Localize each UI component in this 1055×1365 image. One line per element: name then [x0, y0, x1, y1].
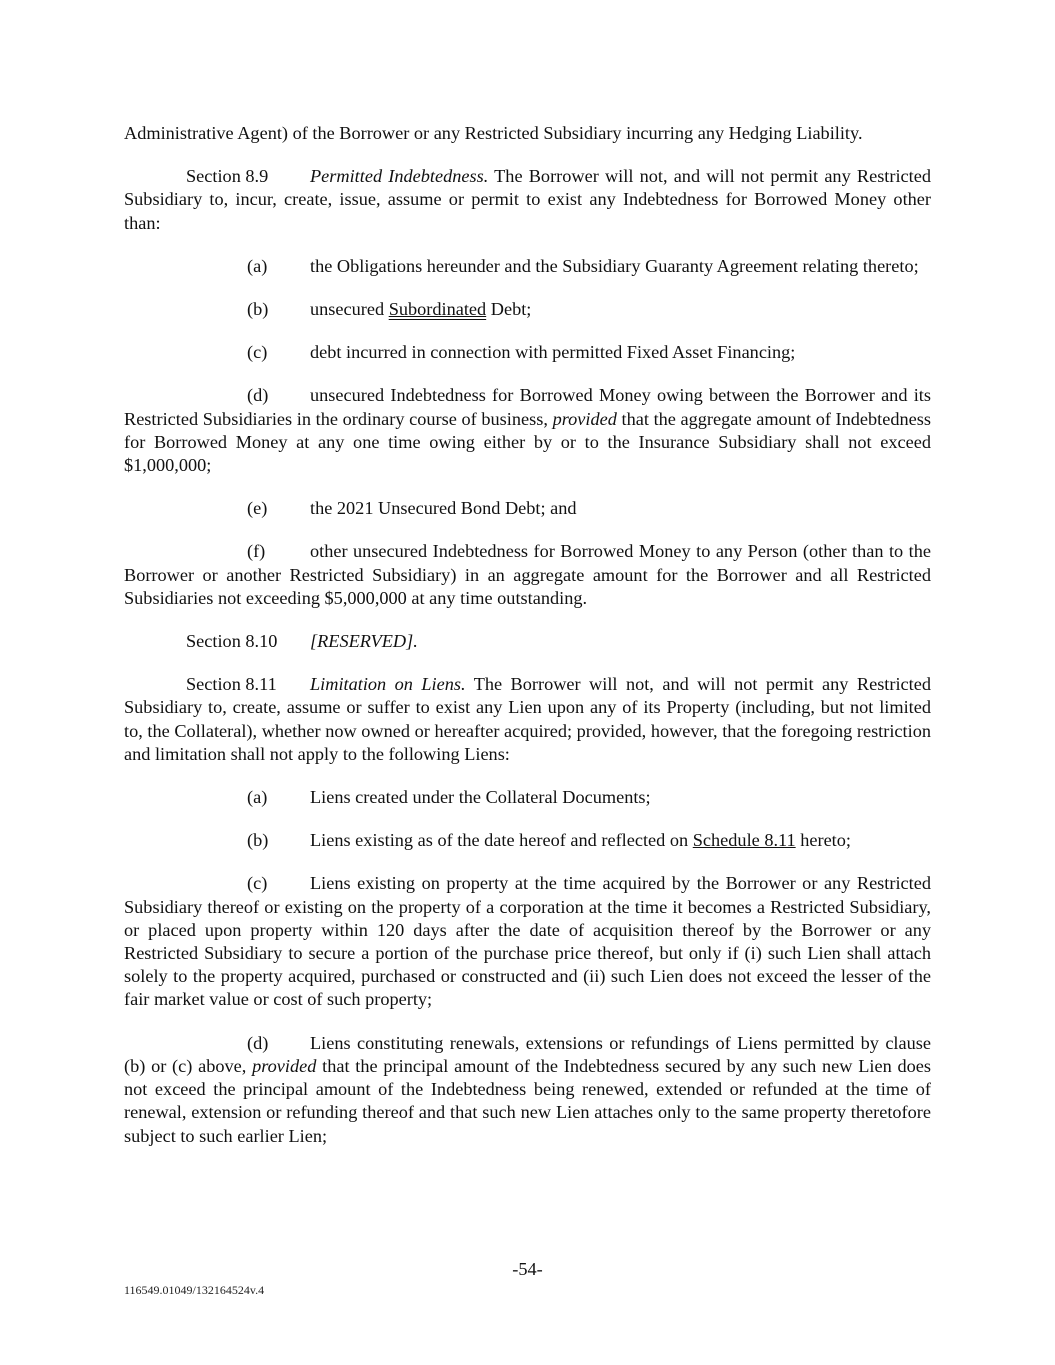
- clause-text: Liens created under the Collateral Documents;: [310, 787, 651, 808]
- section-8-11-title: Limitation on Liens.: [310, 674, 466, 695]
- section-8-9-body: The Borrower will not, and will not permit any Restricted Subsidiary to, incur, create, issue, assume or permit to exist any Indebtedness for Borrowed Money other than:: [124, 166, 932, 233]
- clause-text: the 2021 Unsecured Bond Debt; and: [310, 498, 577, 519]
- clause-text-post: hereto;: [795, 830, 851, 851]
- clause-8-9-f: [124, 540, 931, 610]
- clause-label: (c): [247, 873, 268, 894]
- section-8-10-number: Section 8.10: [186, 631, 278, 652]
- section-8-9-title: Permitted Indebtedness.: [310, 166, 489, 187]
- clause-text-pre: unsecured: [310, 299, 389, 320]
- clause-label: (c): [247, 342, 268, 363]
- clause-text-post: that the aggregate amount of Indebtedness for Borrowed Money at any one time owing either by or to the Insurance Subsidiary shall not exceed $1,000,000;: [124, 408, 932, 476]
- clause-8-9-c: [124, 341, 931, 364]
- clause-text: debt incurred in connection with permitted Fixed Asset Financing;: [310, 342, 796, 363]
- clause-label: (b): [247, 830, 269, 851]
- clause-8-9-e: [124, 497, 931, 520]
- clause-text: other unsecured Indebtedness for Borrowed Money to any Person (other than to the Borrower or another Restricted Subsidiary) in an aggregate amount for the Borrower and all Restricted Subsidiaries not exceeding $5,000,000 at any time outstanding.: [124, 541, 931, 608]
- clause-8-11-b: [124, 829, 931, 852]
- section-8-11-number: Section 8.11: [186, 674, 277, 695]
- section-8-10-paragraph: [124, 630, 931, 653]
- clause-label: (a): [247, 255, 268, 276]
- clause-text: Liens existing on property at the time acquired by the Borrower or any Restricted Subsidiary thereof or existing on the property of a corporation at the time it becomes a Restricted Subsidiary, or placed upon property within 120 days after the date of acquisition thereof by the Borrower or any Restricted Subsidiary to secure a portion of the purchase price thereof, but only if (i) such Lien shall attach solely to the property acquired, purchased or constructed and (ii) such Lien does not exceed the lesser of the fair market value or cost of such property;: [124, 873, 931, 1010]
- intro-paragraph: Administrative Agent) of the Borrower or any Restricted Subsidiary incurring any Hedging Liability.: [124, 123, 863, 143]
- provided-italic: provided: [552, 408, 617, 429]
- clause-8-9-a: [124, 255, 931, 278]
- clause-label: (e): [247, 498, 268, 519]
- clause-label: (a): [247, 787, 268, 808]
- clause-text-post: that the principal amount of the Indebtedness secured by any such new Lien does not exceed the principal amount of the Indebtedness being renewed, extended or refunded at the time of renewal, extension or refunding thereof and that such new Lien attaches only to the same property theretofore subject to such earlier Lien;: [124, 1055, 931, 1146]
- clause-label: (f): [247, 541, 266, 562]
- document-page: [124, 122, 931, 1148]
- subordinated-underlined-term: Subordinated: [388, 299, 487, 320]
- clause-text-pre: Liens constituting renewals, extensions or refundings of Liens permitted by clause (b) or (c) above,: [124, 1032, 931, 1076]
- clause-label: (d): [247, 385, 269, 406]
- section-8-11-body: The Borrower will not, and will not permit any Restricted Subsidiary to, create, assume or suffer to exist any Lien upon any of its Property (including, but not limited to, the Collateral), whether now owned or hereafter acquired; provided, however, that the foregoing restriction and limitation shall not apply to the following Liens:: [124, 674, 932, 764]
- clause-label: (b): [247, 299, 269, 320]
- clause-8-11-c: [124, 872, 931, 1011]
- clause-8-9-b: [124, 298, 931, 321]
- section-8-9-number: Section 8.9: [186, 166, 269, 187]
- clause-text-pre: Liens existing as of the date hereof and reflected on: [310, 830, 693, 851]
- clause-text-post: Debt;: [486, 299, 532, 320]
- clause-text: the Obligations hereunder and the Subsidiary Guaranty Agreement relating thereto;: [310, 255, 919, 276]
- document-id: 116549.01049/132164524v.4: [124, 1283, 265, 1297]
- section-8-10-title: [RESERVED].: [310, 631, 418, 652]
- clause-label: (d): [247, 1032, 269, 1053]
- section-8-11-paragraph: [124, 673, 931, 766]
- schedule-8-11-reference: Schedule 8.11: [692, 830, 796, 851]
- page-number: -54-: [512, 1259, 543, 1279]
- section-8-9-paragraph: [124, 165, 931, 235]
- clause-8-9-d: [124, 384, 931, 477]
- provided-italic: provided: [252, 1055, 317, 1076]
- clause-8-11-d: [124, 1032, 931, 1148]
- clause-8-11-a: [124, 786, 931, 809]
- clause-text-pre: unsecured Indebtedness for Borrowed Money owing between the Borrower and its Restricted Subsidiaries in the ordinary course of business,: [124, 385, 931, 429]
